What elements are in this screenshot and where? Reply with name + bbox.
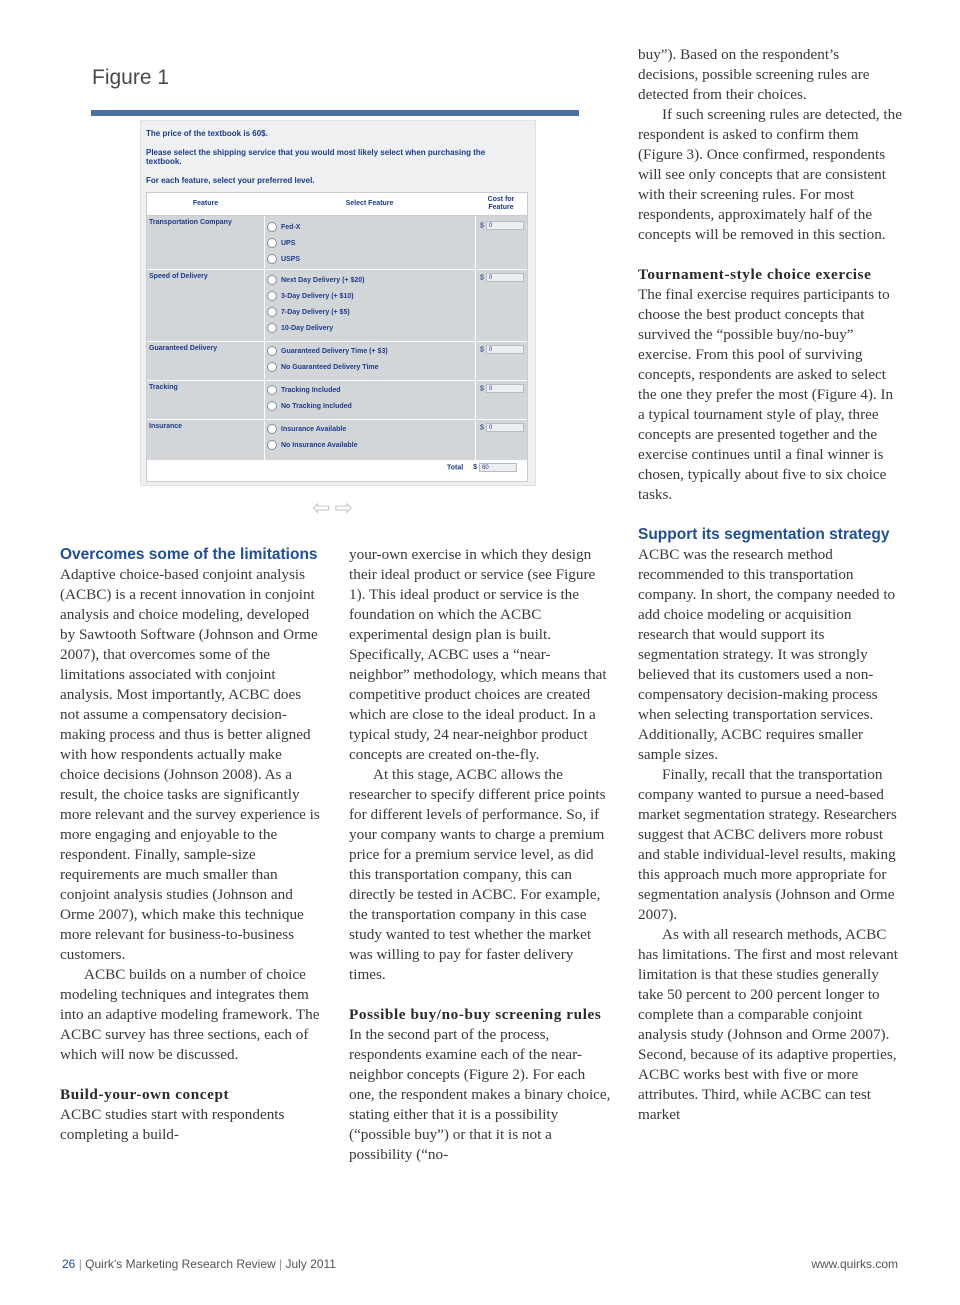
cost-cell: $ 0 [480, 384, 524, 393]
radio-icon[interactable] [267, 323, 277, 333]
paragraph: Adaptive choice-based conjoint analysis (ACBC) is a recent innovation in conjoint analysis and choice modeling, developed by Sawtooth Software (Johnson and Orme 2007), that overcomes some of the limitations associated with conjoint analysis. Most importantly, ACBC does not assume a compensatory decision-making process and thus is better aligned with how respondents actually make choice decisions (Johnson 2008). As a result, the choice tasks are significantly more relevant and the survey experience is more engaging and enjoyable to the respondent. Finally, sample-size requirements are much smaller than conjoint analysis studies (Johnson and Orme 2007), which make this technique more relevant for business-to-business customers. [60, 566, 320, 963]
header-cost: Cost for Feature [475, 193, 527, 216]
option-radio[interactable]: No Guaranteed Delivery Time [267, 361, 379, 375]
radio-icon[interactable] [267, 401, 277, 411]
paragraph: The final exercise requires participants to choose the best product concepts that survived the “possible buy/no-buy” exercise. From this pool of surviving concepts, respondents are asked to select the one they prefer the most (Figure 4). In a typical tournament style of play, three concepts are presented together and the exercise continues until a final winner is chosen, typically about five to six choice tasks. [638, 286, 894, 503]
feature-row-insurance [147, 420, 527, 461]
header-feature: Feature [147, 193, 264, 216]
feature-label: Speed of Delivery [149, 273, 208, 280]
total-currency: $ [473, 464, 478, 472]
radio-icon[interactable] [267, 238, 277, 248]
publication-name: Quirk’s Marketing Research Review [85, 1257, 276, 1271]
option-radio[interactable]: 3-Day Delivery (+ $10) [267, 290, 354, 304]
paragraph: As with all research methods, ACBC has limitations. The first and most relevant limitation is that these studies generally take 50 percent to 200 percent longer to complete than a comparable conjoint analysis study (Johnson and Orme 2007). Second, because of its adaptive properties, ACBC works best with five or more attributes. Third, while ACBC can test market [638, 926, 898, 1123]
feature-row-tracking [147, 381, 527, 420]
page-number: 26 [62, 1257, 76, 1271]
feature-label: Guaranteed Delivery [149, 345, 218, 352]
section-heading: Overcomes some of the limitations [60, 546, 318, 563]
cost-cell: $ 0 [480, 345, 524, 354]
header-select-feature: Select Feature [264, 193, 475, 216]
paragraph: ACBC studies start with respondents completing a build- [60, 1106, 285, 1143]
option-radio[interactable]: No Tracking Included [267, 400, 352, 414]
option-radio[interactable]: USPS [267, 253, 300, 267]
section-heading: Possible buy/no-buy screening rules [349, 1006, 602, 1023]
option-radio[interactable]: UPS [267, 237, 295, 251]
next-arrow-icon[interactable]: ⇨ [334, 495, 353, 520]
survey-instruction: Please select the shipping service that you would most likely select when purchasing the textbook. [146, 148, 486, 166]
radio-icon[interactable] [267, 291, 277, 301]
cost-cell: $ 0 [480, 221, 524, 230]
total-row [447, 463, 517, 472]
radio-icon[interactable] [267, 307, 277, 317]
survey-screenshot [140, 120, 536, 486]
option-radio[interactable]: Fed-X [267, 221, 300, 235]
option-radio[interactable]: Guaranteed Delivery Time (+ $3) [267, 345, 388, 359]
paragraph: ACBC was the research method recommended to this transportation company. In short, the company needed to add choice modeling or acquisition research that would support its segmentation strategy. It was strongly believed that its customers used a non-compensatory decision-making process when selecting transportation services. Additionally, ACBC requires smaller sample sizes. [638, 546, 896, 763]
paragraph: your-own exercise in which they design their ideal product or service (see Figure 1). This ideal product or service is the foundation on which the ACBC experimental design plan is built. Specifically, ACBC uses a “near-neighbor” methodology, which means that competitive product choices are created which are close to the ideal product. In a typical study, 24 near-neighbor product concepts are created on-the-fly. [349, 546, 607, 763]
feature-label: Insurance [149, 423, 183, 430]
radio-icon[interactable] [267, 346, 277, 356]
radio-icon[interactable] [267, 275, 277, 285]
option-radio[interactable]: Next Day Delivery (+ $20) [267, 274, 364, 288]
feature-row-speed [147, 270, 527, 342]
radio-icon[interactable] [267, 254, 277, 264]
section-heading: Tournament-style choice exercise [638, 266, 872, 283]
option-radio[interactable]: 7-Day Delivery (+ $5) [267, 306, 350, 320]
back-arrow-icon[interactable]: ⇦ [312, 495, 331, 520]
cost-cell: $ 0 [480, 423, 524, 432]
section-heading: Build-your-own concept [60, 1086, 230, 1103]
option-radio[interactable]: Insurance Available [267, 423, 346, 437]
section-heading: Support its segmentation strategy [638, 526, 890, 543]
column-3 [638, 45, 902, 1125]
paragraph: Finally, recall that the transportation company wanted to pursue a need-based market segmentation strategy. Researchers suggest that ACBC delivers more robust and stable individual-level results, making this approach much more appropriate for segmentation analysis (Johnson and Orme 2007). [638, 766, 897, 923]
survey-subinstruction: For each feature, select your preferred level. [146, 176, 315, 185]
survey-table [146, 192, 528, 482]
website-link[interactable]: www.quirks.com [811, 1257, 898, 1271]
radio-icon[interactable] [267, 424, 277, 434]
option-radio[interactable]: Tracking Included [267, 384, 341, 398]
option-radio[interactable]: 10-Day Delivery [267, 322, 333, 336]
total-label: Total [447, 464, 464, 472]
radio-icon[interactable] [267, 222, 277, 232]
paragraph: In the second part of the process, respondents examine each of the near-neighbor concepts (Figure 2). For each one, the respondent makes a binary choice, stating either that it is a possibility (“possible buy”) or that it is not a possibility (“no- [349, 1026, 611, 1163]
column-separator [475, 216, 476, 460]
feature-label: Tracking [149, 384, 178, 391]
option-radio[interactable]: No Insurance Available [267, 439, 358, 453]
figure-title: Figure 1 [92, 66, 170, 89]
total-value: 60 [479, 463, 517, 472]
radio-icon[interactable] [267, 362, 277, 372]
radio-icon[interactable] [267, 385, 277, 395]
issue-date: July 2011 [285, 1257, 336, 1271]
paragraph: If such screening rules are detected, the respondent is asked to confirm them (Figure 3). Once confirmed, respondents will see only concepts that are consistent with their screening rules. For most respondents, approximately half of the concepts will be removed in this section. [638, 106, 902, 243]
cost-cell: $ 0 [480, 273, 524, 282]
column-2 [349, 545, 611, 1165]
paragraph: buy”). Based on the respondent’s decisions, possible screening rules are detected from their choices. [638, 46, 870, 103]
feature-label: Transportation Company [149, 219, 232, 226]
survey-nav-arrows [312, 497, 353, 520]
figure-rule [91, 110, 579, 116]
paragraph: ACBC builds on a number of choice modeling techniques and integrates them into an adaptive modeling framework. The ACBC survey has three sections, each of which will now be discussed. [60, 966, 320, 1063]
footer-left: 26 | Quirk’s Marketing Research Review | July 2011 [62, 1257, 336, 1271]
column-1 [60, 545, 322, 1145]
feature-row-transportation [147, 216, 527, 270]
column-separator [264, 216, 265, 460]
paragraph: At this stage, ACBC allows the researcher to specify different price points for different levels of performance. So, if your company wants to charge a premium price for a premium service level, as did this transportation company, this can directly be tested in ACBC. For example, the transportation company in this case study wanted to test whether the market was willing to pay for faster delivery times. [349, 766, 606, 983]
radio-icon[interactable] [267, 440, 277, 450]
survey-price-line: The price of the textbook is 60$. [146, 129, 268, 138]
feature-row-guaranteed [147, 342, 527, 381]
